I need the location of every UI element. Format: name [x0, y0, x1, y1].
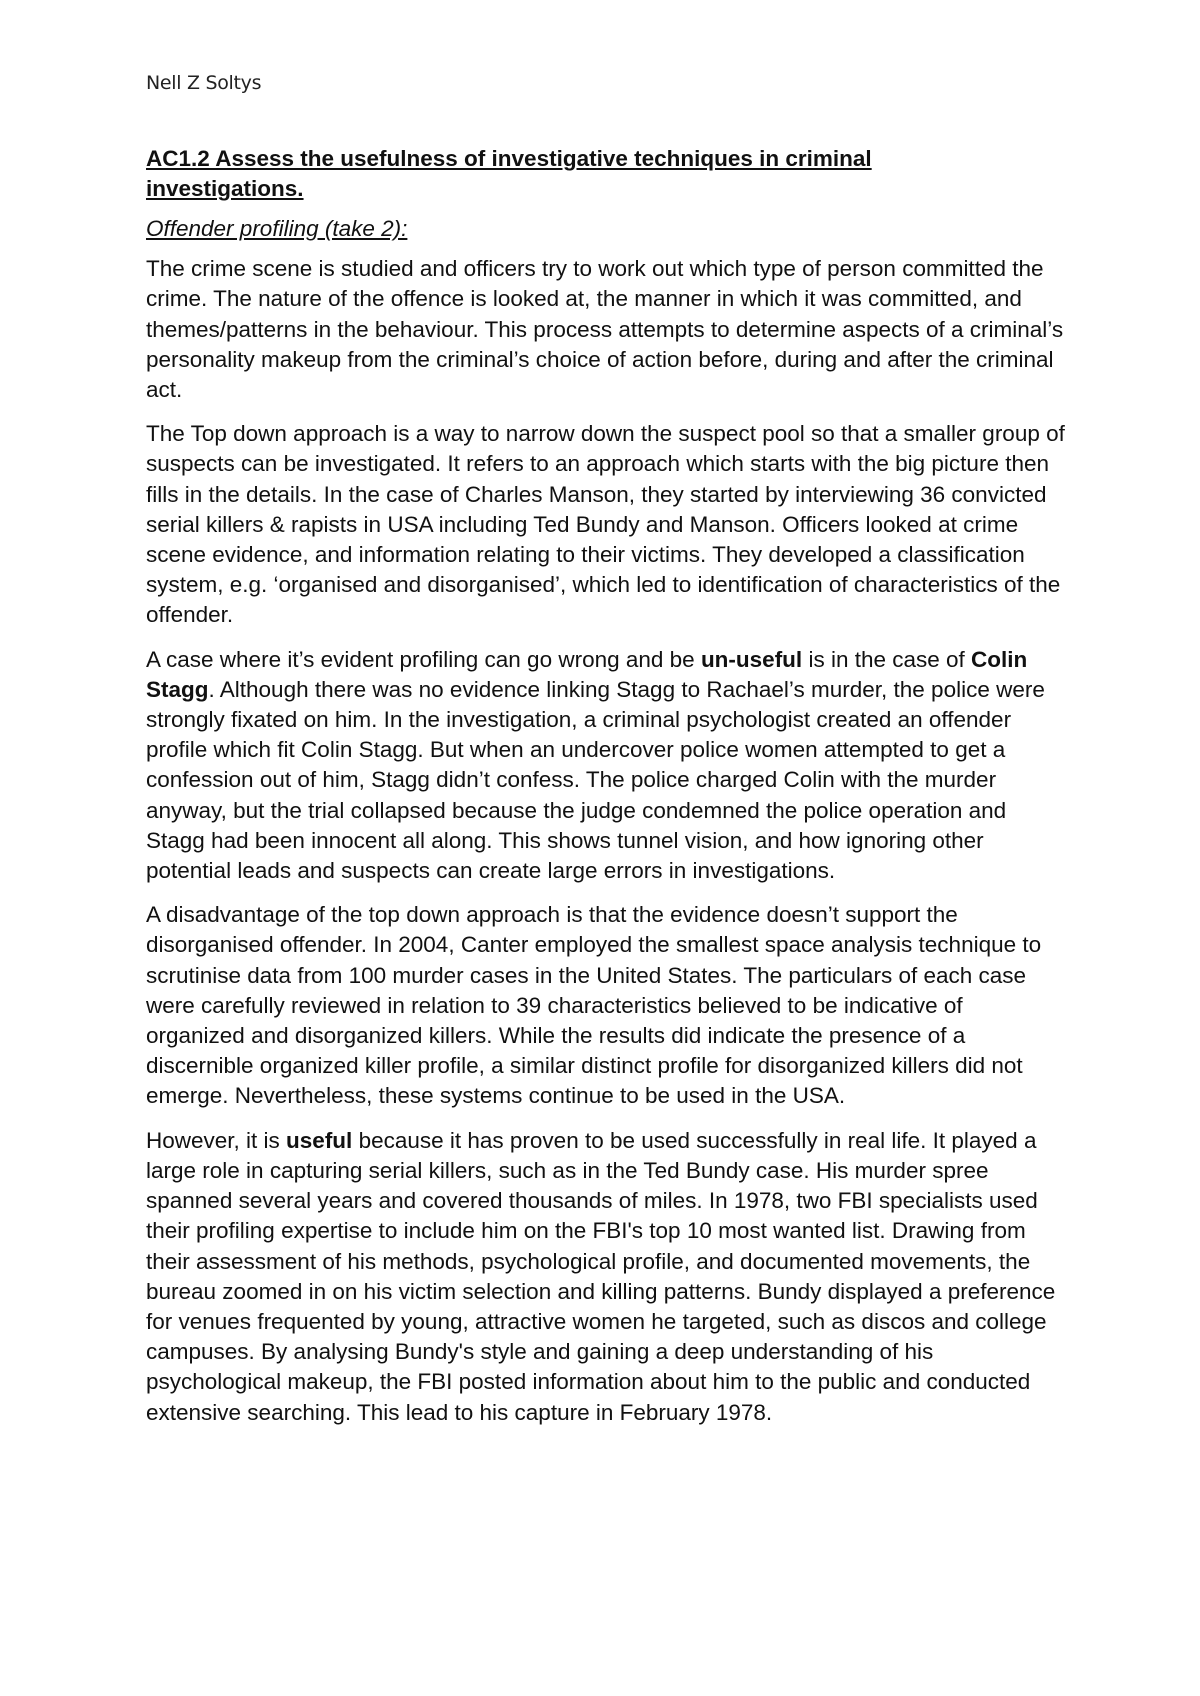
paragraph-text: . Although there was no evidence linking Stagg to Rachael’s murder, the police were strongly fixated on him. In the investigation, a criminal psychologist created an offender profile which fit Colin Stagg. But when an undercover police women attempted to get a confession out of him, Stagg didn’t confess. The police charged Colin with the murder anyway, but the trial collapsed because the judge condemned the police operation and Stagg had been innocent all along. This shows tunnel vision, and how ignoring other potential leads and suspects can create large errors in investigations. [146, 676, 1045, 884]
paragraph-crime-scene: The crime scene is studied and officers try to work out which type of person committed the crime. The nature of the offence is looked at, the manner in which it was committed, and themes/patterns in the behaviour. This process attempts to determine aspects of a criminal’s personality makeup from the criminal’s choice of action before, during and after the criminal act. [146, 256, 1064, 403]
section-subheading: Offender profiling (take 2): [146, 216, 408, 241]
paragraph-top-down-approach: The Top down approach is a way to narrow down the suspect pool so that a smaller group of suspects can be investigated. It refers to an approach which starts with the big picture then fills in the details. In the case of Charles Manson, they started by interviewing 36 convicted serial killers & rapists in USA including Ted Bundy and Manson. Officers looked at crime scene evidence, and information relating to their victims. They developed a classification system, e.g. ‘organised and disorganised’, which led to identification of characteristics of the offender. [146, 421, 1065, 628]
emphasis-useful: useful [286, 1127, 353, 1153]
paragraph-ted-bundy [146, 1126, 1066, 1428]
emphasis-colin-stagg: Colin Stagg [146, 646, 1028, 702]
document-body [146, 144, 1066, 1442]
paragraph-text: However, it is [146, 1127, 287, 1153]
paragraph-text: because it has proven to be used successfully in real life. It played a large role in capturing serial killers, such as in the Ted Bundy case. His murder spree spanned several years and covered thousands of miles. In 1978, two FBI specialists used their profiling expertise to include him on the FBI's top 10 most wanted list. Drawing from their assessment of his methods, psychological profile, and documented movements, the bureau zoomed in on his victim selection and killing patterns. Bundy displayed a preference for venues frequented by young, attractive women he targeted, such as discos and college campuses. By analysing Bundy's style and gaining a deep understanding of his psychological makeup, the FBI posted information about him to the public and conducted extensive searching. This lead to his capture in February 1978. [146, 1127, 1056, 1425]
author-name: Nell Z Soltys [146, 72, 262, 94]
paragraph-text: A case where it’s evident profiling can go wrong and be [146, 646, 701, 672]
document-heading: AC1.2 Assess the usefulness of investigative techniques in criminal investigations. [146, 146, 872, 201]
paragraph-text: is in the case of [802, 646, 972, 672]
paragraph-colin-stagg [146, 645, 1066, 887]
emphasis-un-useful: un-useful [700, 646, 803, 672]
paragraph-disadvantage: A disadvantage of the top down approach is that the evidence doesn’t support the disorganised offender. In 2004, Canter employed the smallest space analysis technique to scrutinise data from 100 murder cases in the United States. The particulars of each case were carefully reviewed in relation to 39 characteristics believed to be indicative of organized and disorganized killers. While the results did indicate the presence of a discernible organized killer profile, a similar distinct profile for disorganized killers did not emerge. Nevertheless, these systems continue to be used in the USA. [146, 902, 1042, 1109]
